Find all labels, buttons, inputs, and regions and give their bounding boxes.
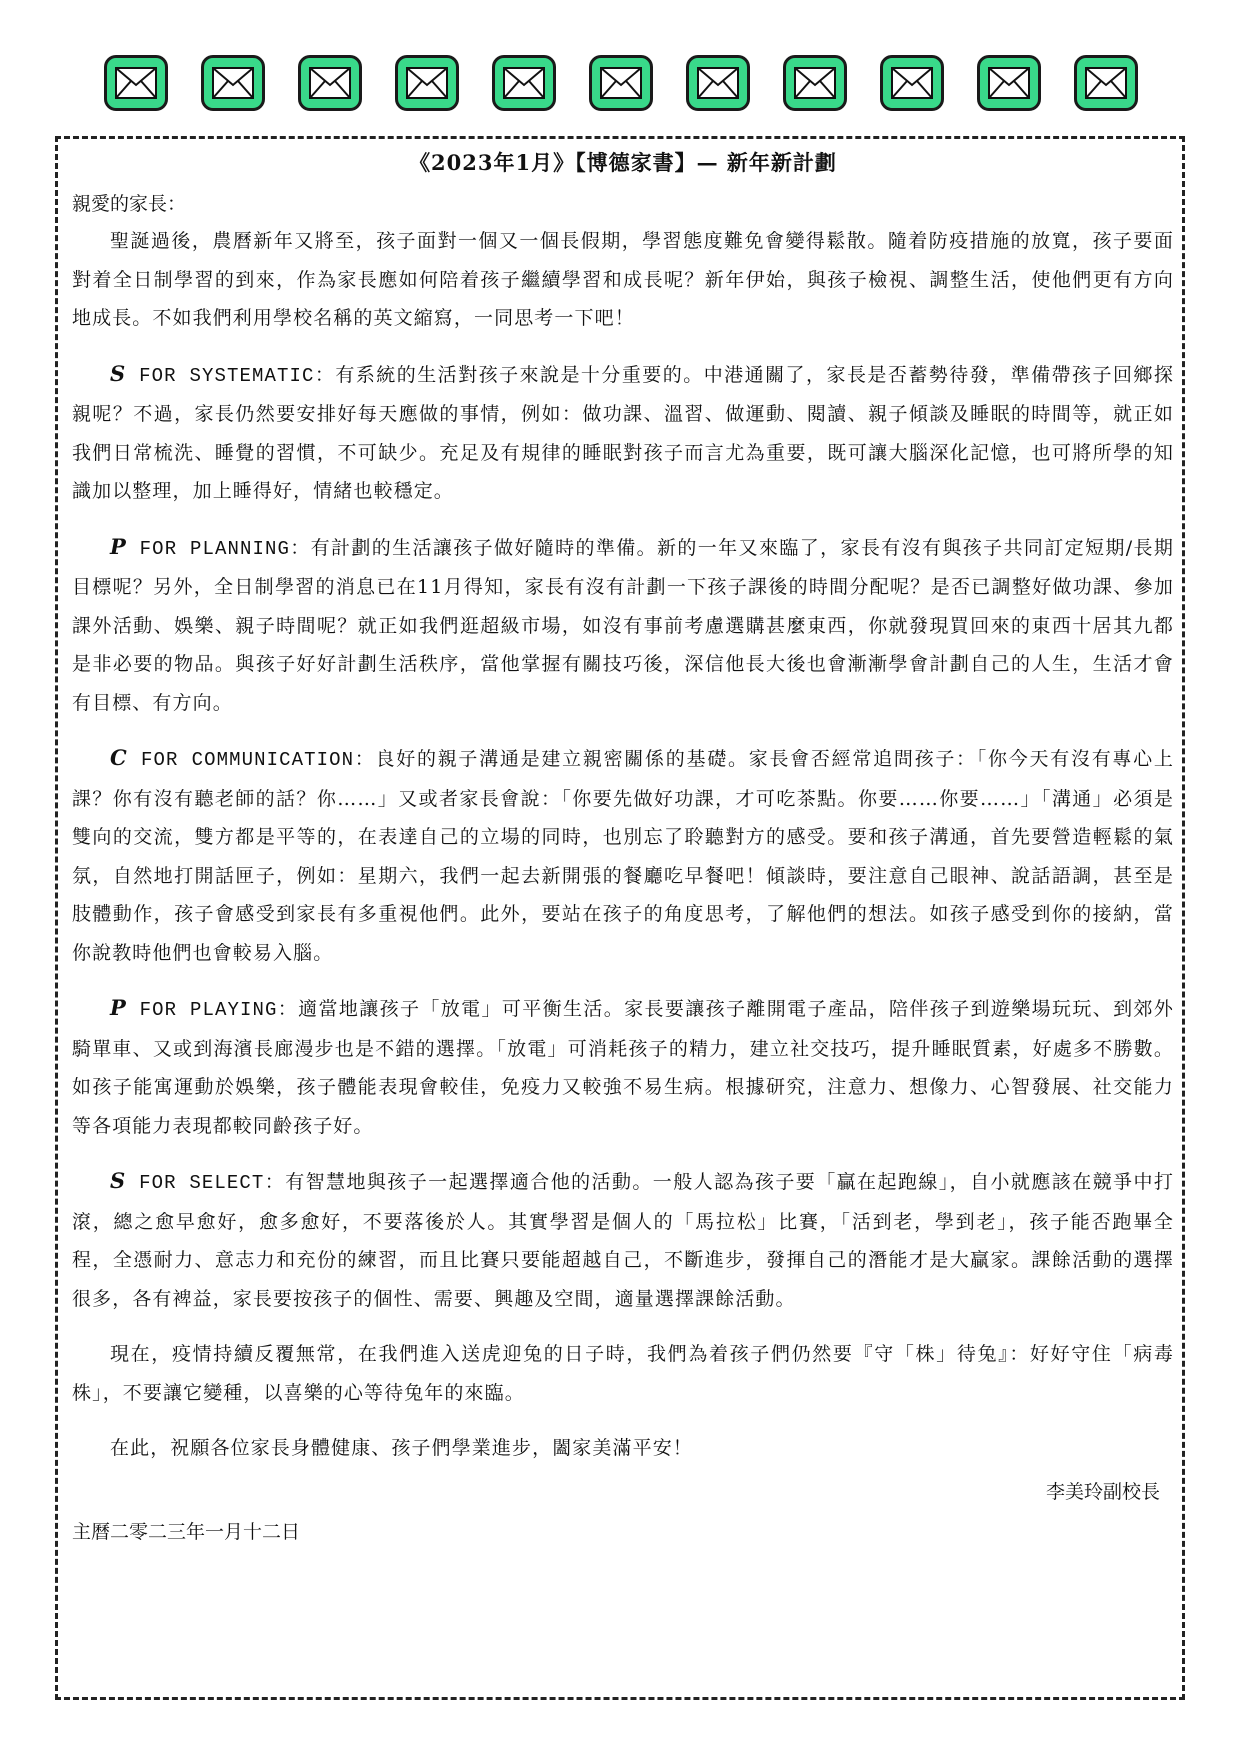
section-letter: S — [110, 360, 127, 386]
envelope-icon — [977, 55, 1041, 111]
section-letter: P — [110, 533, 127, 559]
letter-date: 主曆二零二三年一月十二日 — [72, 1520, 301, 1543]
section-heading: FOR SYSTEMATIC： — [126, 364, 336, 387]
section-systematic — [72, 355, 1174, 511]
envelope-icon — [201, 55, 265, 111]
section-text: 良好的親子溝通是建立親密關係的基礎。家長會否經常追問孩子：「你今天有沒有專心上課？你有沒有聽老師的話？你……」又或者家長會說：「你要先做好功課，才可吃茶點。你要……你要……」「溝通」必須是雙向的交流，雙方都是平等的，在表達自己的立場的同時，也別忘了聆聽對方的感受。要和孩子溝通，首先要營造輕鬆的氣氛，自然地打開話匣子，例如：星期六，我們一起去新開張的餐廳吃早餐吧！傾談時，要注意自己眼神、說話語調，甚至是肢體動作，孩子會感受到家長有多重視他們。此外，要站在孩子的角度思考，了解他們的想法。如孩子感受到你的接納，當你說教時他們也會較易入腦。 — [72, 748, 1174, 964]
letter-body — [72, 140, 1174, 1552]
section-letter: P — [110, 995, 127, 1020]
section-heading: FOR PLANNING： — [126, 537, 311, 560]
envelope-icon — [298, 55, 362, 111]
signature: 李美玲副校長 — [1045, 1480, 1160, 1503]
intro-paragraph: 聖誕過後，農曆新年又將至，孩子面對一個又一個長假期，學習態度難免會變得鬆散。隨着防疫措施的放寬，孩子要面對着全日制學習的到來，作為家長應如何陪着孩子繼續學習和成長呢？新年伊始，與孩子檢視、調整生活，使他們更有方向地成長。不如我們利用學校名稱的英文縮寫，一同思考一下吧！ — [72, 230, 1174, 329]
section-playing — [72, 989, 1174, 1145]
section-heading: FOR PLAYING： — [126, 999, 299, 1021]
section-letter: C — [110, 745, 128, 770]
envelope-icon — [492, 55, 556, 111]
envelope-icon — [589, 55, 653, 111]
envelope-icon-row — [104, 55, 1144, 125]
section-heading: FOR COMMUNICATION： — [127, 749, 376, 771]
envelope-icon — [395, 55, 459, 111]
section-communication — [72, 739, 1174, 972]
closing-paragraph: 現在，疫情持續反覆無常，在我們進入送虎迎兔的日子時，我們為着孩子們仍然要『守「株」待兔』：好好守住「病毒株」，不要讓它變種，以喜樂的心等待兔年的來臨。 — [72, 1343, 1174, 1404]
section-planning — [72, 528, 1174, 723]
letter-title: 《2023年1月》【博德家書】— 新年新計劃 — [409, 150, 837, 175]
salutation: 親愛的家長： — [72, 193, 187, 215]
section-heading: FOR SELECT： — [126, 1172, 286, 1194]
section-select — [72, 1162, 1174, 1318]
section-text: 適當地讓孩子「放電」可平衡生活。家長要讓孩子離開電子產品，陪伴孩子到遊樂場玩玩、到郊外騎單車、又或到海濱長廊漫步也是不錯的選擇。「放電」可消耗孩子的精力，建立社交技巧，提升睡眠質素，好處多不勝數。如孩子能寓運動於娛樂，孩子體能表現會較佳，免疫力又較強不易生病。根據研究，注意力、想像力、心智發展、社交能力等各項能力表現都較同齡孩子好。 — [72, 998, 1174, 1137]
section-text: 有系統的生活對孩子來說是十分重要的。中港通關了，家長是否蓄勢待發，準備帶孩子回鄉探親呢？不過，家長仍然要安排好每天應做的事情，例如：做功課、溫習、做運動、閱讀、親子傾談及睡眠的時間等，就正如我們日常梳洗、睡覺的習慣，不可缺少。充足及有規律的睡眠對孩子而言尤為重要，既可讓大腦深化記憶，也可將所學的知識加以整理，加上睡得好，情緒也較穩定。 — [72, 363, 1174, 502]
envelope-icon — [783, 55, 847, 111]
section-letter: S — [110, 1168, 127, 1193]
wishes-paragraph: 在此，祝願各位家長身體健康、孩子們學業進步，闔家美滿平安！ — [110, 1437, 693, 1459]
envelope-icon — [686, 55, 750, 111]
envelope-icon — [104, 55, 168, 111]
section-text: 有智慧地與孩子一起選擇適合他的活動。一般人認為孩子要「贏在起跑線」，自小就應該在競爭中打滾，總之愈早愈好，愈多愈好，不要落後於人。其實學習是個人的「馬拉松」比賽，「活到老，學到老」，孩子能否跑畢全程，全憑耐力、意志力和充份的練習，而且比賽只要能超越自己，不斷進步，發揮自己的潛能才是大贏家。課餘活動的選擇很多，各有裨益，家長要按孩子的個性、需要、興趣及空間，適量選擇課餘活動。 — [72, 1171, 1174, 1310]
envelope-icon — [1074, 55, 1138, 111]
envelope-icon — [880, 55, 944, 111]
section-text: 有計劃的生活讓孩子做好隨時的準備。新的一年又來臨了，家長有沒有與孩子共同訂定短期/長期目標呢？另外，全日制學習的消息已在11月得知，家長有沒有計劃一下孩子課後的時間分配呢？是否已調整好做功課、參加課外活動、娛樂、親子時間呢？就正如我們逛超級市場，如沒有事前考慮選購甚麼東西，你就發現買回來的東西十居其九都是非必要的物品。與孩子好好計劃生活秩序，當他掌握有關技巧後，深信他長大後也會漸漸學會計劃自己的人生，生活才會有目標、有方向。 — [72, 536, 1174, 714]
